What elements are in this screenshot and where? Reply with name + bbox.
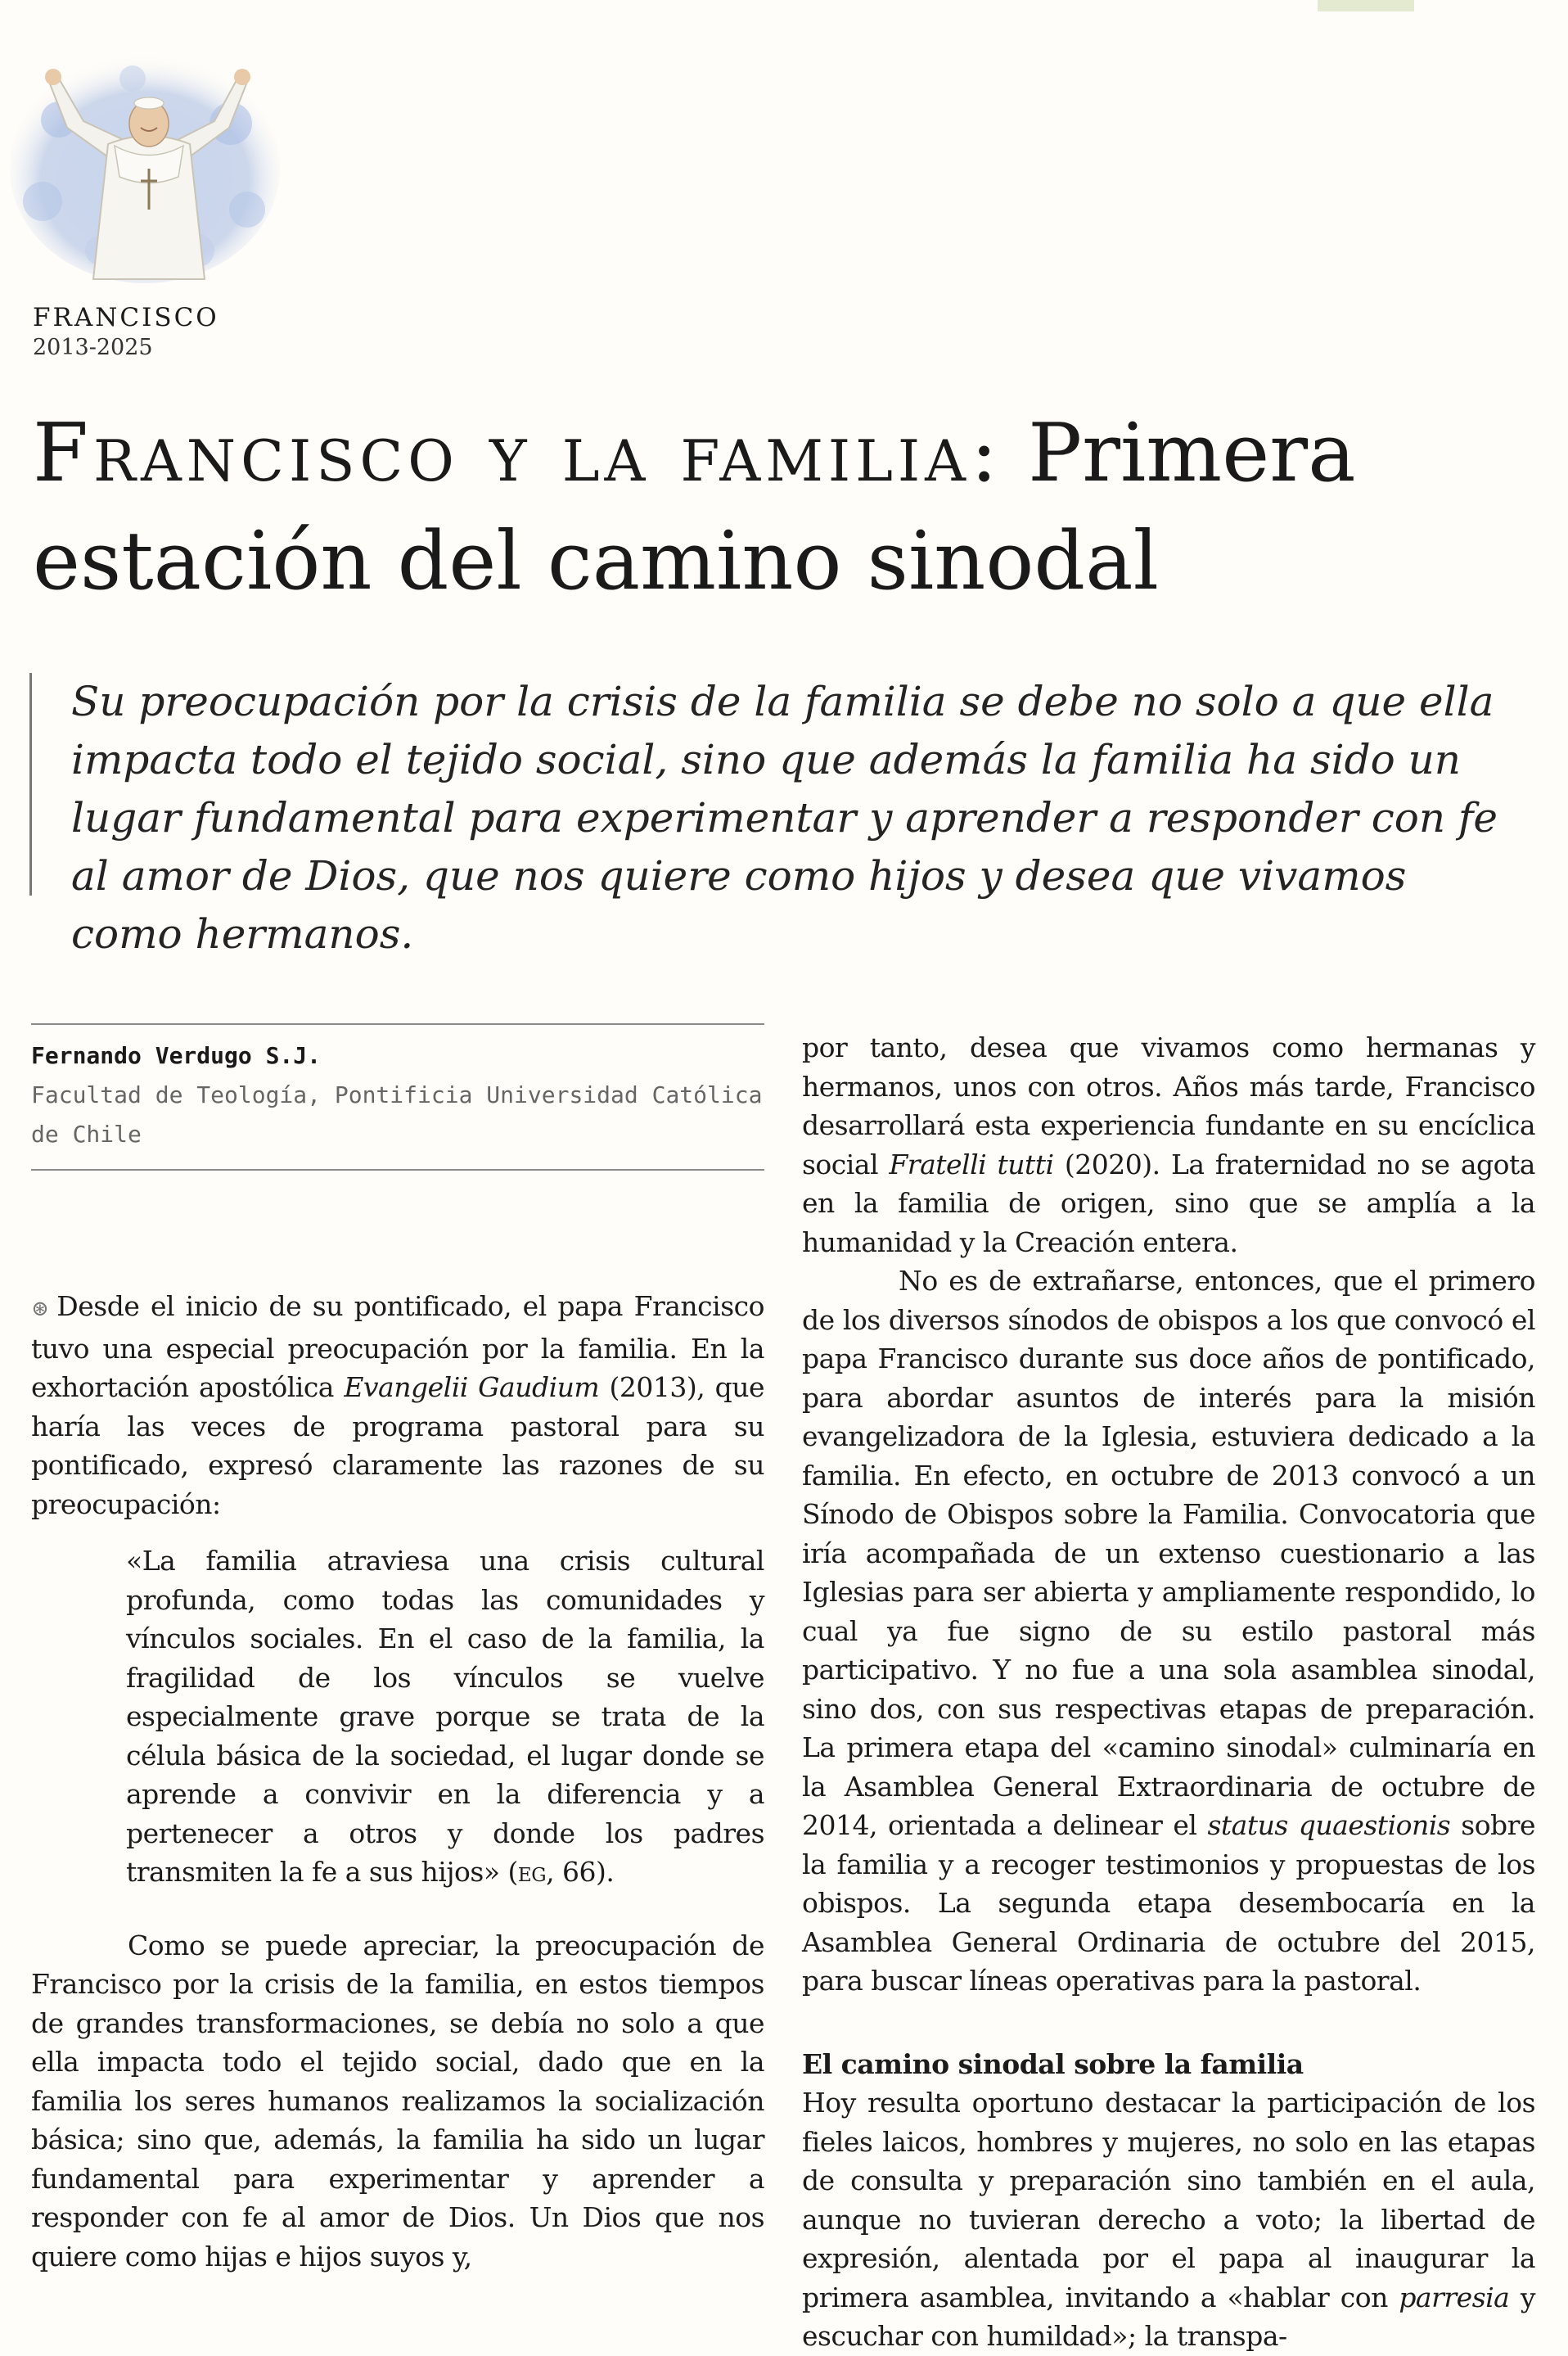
paragraph-1: ⊛ Desde el inicio de su pontificado, el papa Francisco tuvo una especial preocupación por la familia. En la exhortación apostólica Evangelii Gaudium (2013), que haría las veces de programa pastoral para su pontificado, expresó claramente las razones de su preocupación: [31,1290,764,1520]
article-title [33,399,1539,616]
zucchetto [134,97,164,109]
author-name: Fernando Verdugo S.J. [31,1042,322,1069]
series-name: FRANCISCO [33,303,219,332]
paragraph-5: Hoy resulta oportuno destacar la participación de los fieles laicos, hombres y mujeres, no solo en las etapas de consulta y preparación sino también en el aula, aunque no tuvieran derecho a voto; la libertad de expresión, alentada por el papa al inaugurar la primera asamblea, invitando a «hablar con parresia y escuchar con humildad»; la transpa- [802,2087,1535,2352]
cited-title: Evangelii Gaudium [344,1371,600,1403]
block-quote: «La familia atraviesa una crisis cultural profunda, como todas las comunidades y vínculos sociales. En el caso de la familia, la fragilidad de los vínculos se vuelve especialmente grave porque se trata de la célula básica de la sociedad, el lugar donde se aprende a convivir en la diferencia y a pertenecer a otros y donde los padres transmiten la fe a sus hijos» (eg, 66). [126,1545,764,1888]
left-column [31,1023,764,2276]
cited-title: Fratelli tutti [889,1148,1054,1180]
title-caps: Francisco y la familia: [33,407,1003,500]
byline [31,1023,764,1171]
lede-paragraph: Su preocupación por la crisis de la familia se debe no solo a que ella impacta todo el tejido social, sino que además la familia ha sido un lugar fundamental para experimentar y aprender a responder con fe al amor de Dios, que nos quiere como hijos y desea que vivamos como hermanos. [29,673,1527,896]
title-rest: Primera estación del camino sinodal [33,407,1356,608]
paragraph-2: Como se puede apreciar, la preocupación de Francisco por la crisis de la familia, en estos tiempos de grandes transformaciones, se debía no solo a que ella impacta todo el tejido social, dado que en la familia los seres humanos realizamos la socialización básica; sino que, además, la familia ha sido un lugar fundamental para experimentar y aprender a responder con fe al amor de Dios. Un Dios que nos quiere como hijas e hijos suyos y, [31,1929,764,2273]
series-years: 2013-2025 [33,335,153,360]
latin-term: status quaestionis [1207,1809,1451,1841]
section-subheading: El camino sinodal sobre la familia [802,2047,1304,2080]
right-column [802,1028,1535,2356]
greek-term: parresia [1399,2281,1510,2313]
author-affiliation: Facultad de Teología, Pontificia Universidad Católica de Chile [31,1081,763,1148]
paragraph-3: por tanto, desea que vivamos como hermanas y hermanos, unos con otros. Años más tarde, Francisco desarrollará esta experiencia fundante en su encíclica social Fratelli tutti (2020). La fraternidad no se agota en la familia de origen, sino que se amplía a la humanidad y la Creación entera. [802,1031,1535,1258]
paragraph-4: No es de extrañarse, entonces, que el primero de los diversos sínodos de obispos a los que convocó el papa Francisco durante sus doce años de pontificado, para abordar asuntos de interés para la misión evangelizadora de la Iglesia, estuviera dedicado a la familia. En efecto, en octubre de 2013 convocó a un Sínodo de Obispos sobre la Familia. Convocatoria que iría acompañada de un extenso cuestionario a las Iglesias para ser abierta y ampliamente respondido, lo cual ya fue signo de su estilo pastoral más participativo. Y no fue a una sola asamblea sinodal, sino dos, con sus respectivas etapas de preparación. La primera etapa del «camino sinodal» culminaría en la Asamblea General Extraordinaria de octubre de 2014, orientada a delinear el status quaestionis sobre la familia y a recoger testimonios y propuestas de los obispos. La segunda etapa desembocaría en la Asamblea General Ordinaria de octubre del 2015, para buscar líneas operativas para la pastoral. [802,1265,1535,1997]
corner-tab [1318,0,1414,11]
pope-portrait-illustration [10,46,280,283]
article-start-icon: ⊛ [31,1297,49,1321]
series-label [33,301,219,362]
quote-reference: eg [517,1856,547,1888]
